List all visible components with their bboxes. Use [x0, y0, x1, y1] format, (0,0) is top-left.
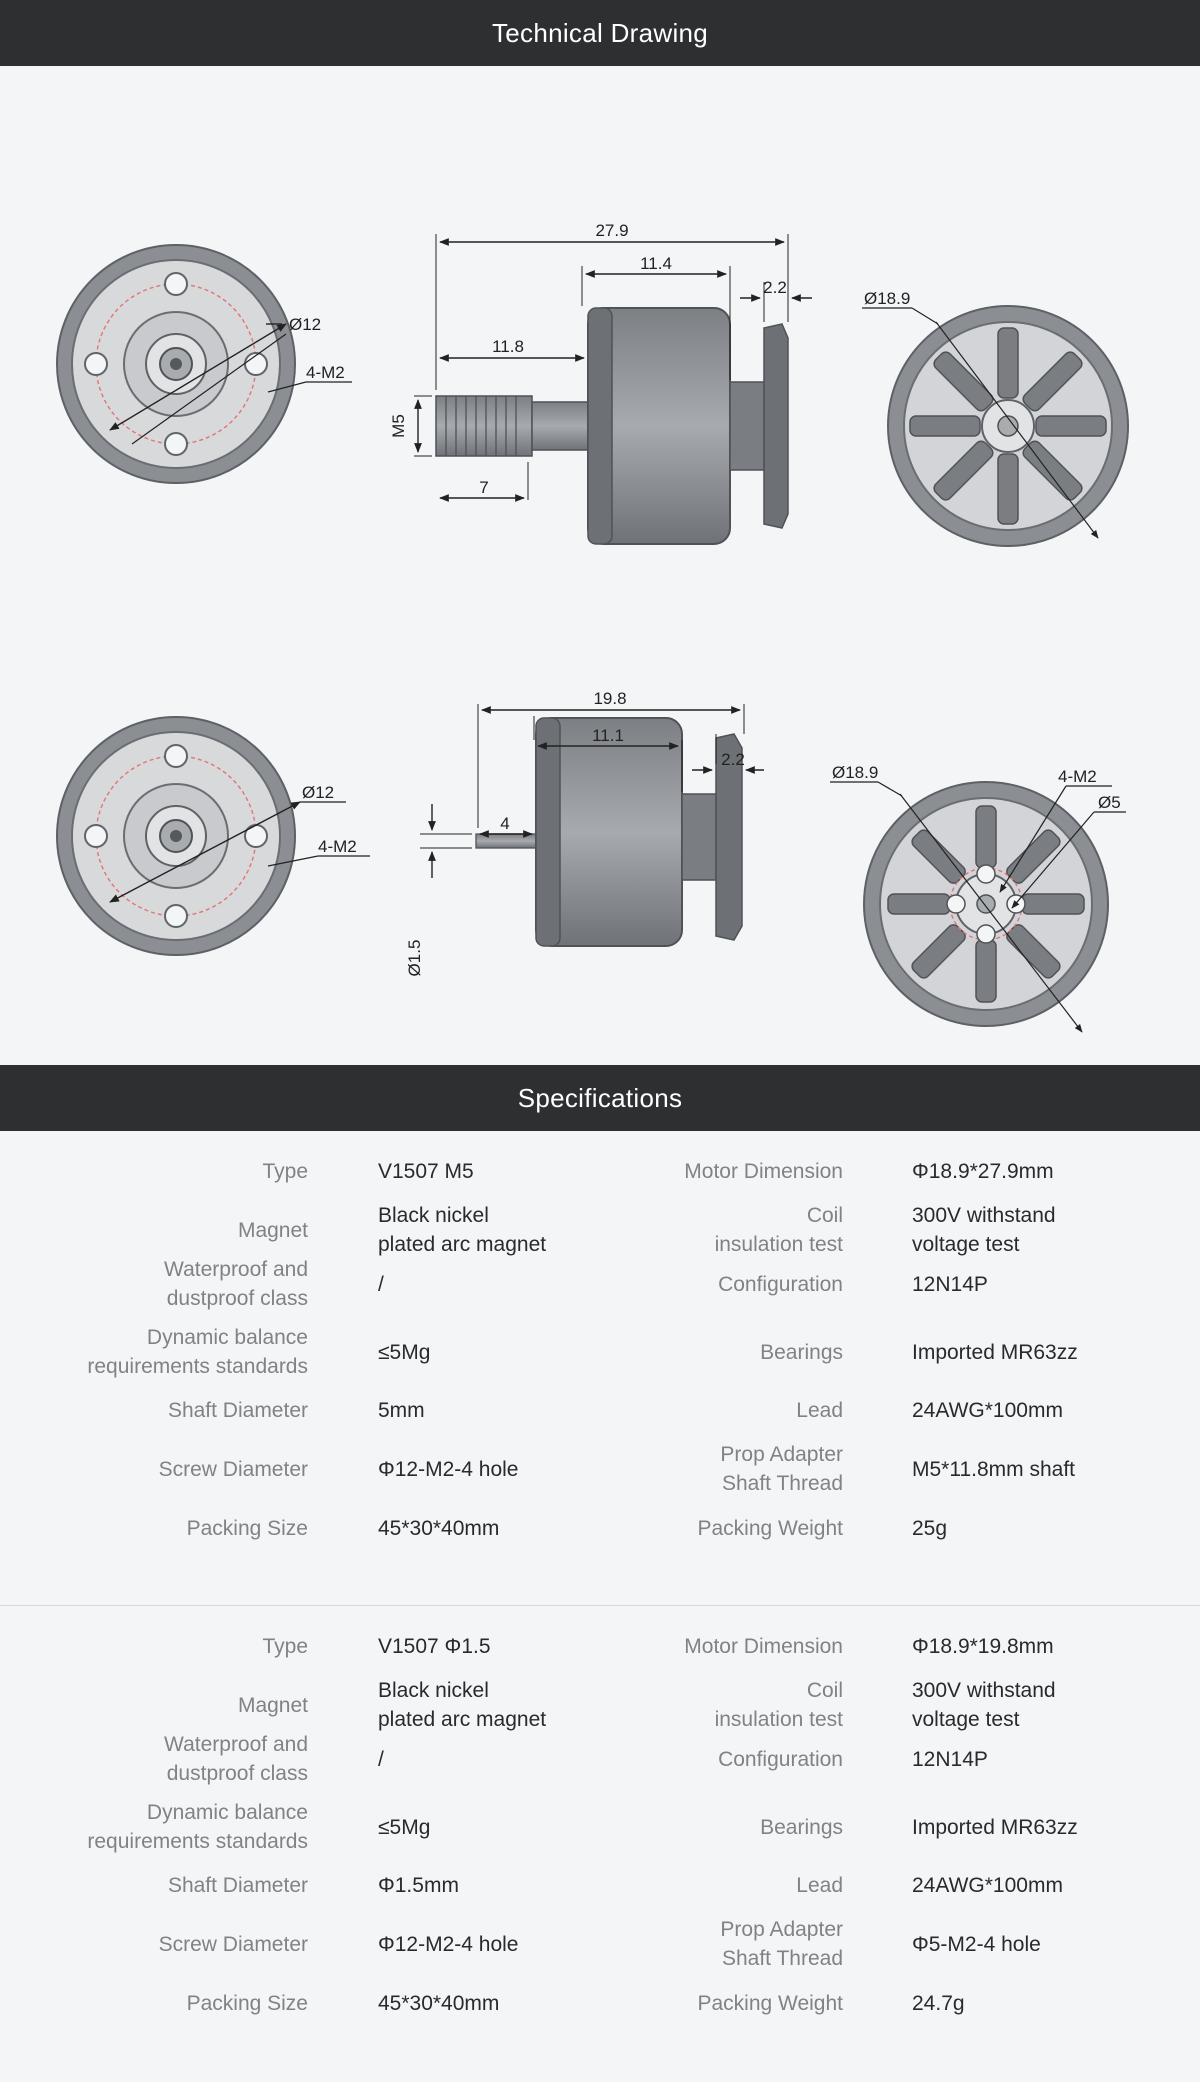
spec-label: Configuration [718, 1273, 843, 1296]
rear-top-dia-18-9: Ø18.9 [864, 289, 911, 308]
spec-value: 25g [912, 1517, 948, 1540]
spec-label: Waterproof and dustproof class [164, 1733, 308, 1785]
spec-label: Configuration [718, 1748, 843, 1771]
spec-value: ≤5Mg [378, 1816, 431, 1839]
spec-value: 300V withstand voltage test [912, 1679, 1056, 1731]
spec-label: Dynamic balance requirements standards [87, 1326, 308, 1378]
spec-value: Φ1.5mm [378, 1874, 459, 1897]
spec-label: Prop Adapter Shaft Thread [720, 1918, 843, 1970]
spec-label: Lead [796, 1874, 843, 1897]
spec-label: Shaft Diameter [167, 1874, 308, 1897]
side-bottom-length-19-8: 19.8 [593, 689, 627, 708]
rear-view-bottom [830, 763, 1126, 1032]
side-bottom-length-4: 4 [500, 814, 510, 833]
rear-view-top [862, 289, 1128, 546]
spec-label: Magnet [237, 1694, 308, 1717]
spec-label: Screw Diameter [158, 1933, 308, 1956]
front-bottom-m2-label: 4-M2 [318, 837, 357, 856]
technical-drawing-title: Technical Drawing [491, 17, 709, 48]
spec-value: / [378, 1748, 384, 1771]
spec-label: Packing Size [186, 1517, 308, 1540]
side-bottom-length-11-1: 11.1 [592, 726, 624, 745]
specifications-title: Specifications [517, 1082, 683, 1113]
front-view-bottom [57, 717, 370, 955]
spec-label: Lead [796, 1399, 843, 1422]
spec-value: 45*30*40mm [378, 1992, 500, 2015]
spec-value: 12N14P [912, 1273, 988, 1296]
spec-label: Type [262, 1160, 308, 1183]
spec-label: Dynamic balance requirements standards [87, 1801, 308, 1853]
spec-value: 45*30*40mm [378, 1517, 500, 1540]
spec-label: Packing Size [186, 1992, 308, 2015]
spec-value: 5mm [378, 1399, 425, 1422]
spec-value: Φ12-M2-4 hole [378, 1458, 519, 1481]
side-bottom-shaft-dia-1-5: Ø1.5 [405, 939, 424, 977]
side-bottom-length-2-2: 2.2 [721, 750, 745, 769]
spec-value: 24AWG*100mm [912, 1874, 1063, 1897]
spec-value: Φ18.9*27.9mm [912, 1160, 1054, 1183]
side-top-thread-m5: M5 [389, 414, 408, 438]
rear-bottom-m2-label: 4-M2 [1058, 767, 1097, 786]
spec-value: / [378, 1273, 384, 1296]
spec-value: M5*11.8mm shaft [912, 1458, 1076, 1481]
spec-label: Bearings [760, 1341, 843, 1364]
spec-label: Type [262, 1635, 308, 1658]
rear-bottom-dia-5: Ø5 [1098, 793, 1121, 812]
side-view-top [389, 221, 812, 544]
side-top-length-11-4: 11.4 [640, 254, 672, 273]
spec-label: Screw Diameter [158, 1458, 308, 1481]
spec-label: Bearings [760, 1816, 843, 1839]
front-view-top [57, 245, 352, 483]
spec-value: Φ12-M2-4 hole [378, 1933, 519, 1956]
spec-label: Magnet [237, 1219, 308, 1242]
spec-label: Coil insulation test [714, 1679, 843, 1731]
spec-value: Black nickel plated arc magnet [378, 1204, 547, 1256]
spec-label: Motor Dimension [684, 1160, 843, 1183]
side-top-length-11-8: 11.8 [492, 337, 524, 356]
spec-label: Motor Dimension [684, 1635, 843, 1658]
side-top-length-7: 7 [479, 478, 489, 497]
spec-value: ≤5Mg [378, 1341, 431, 1364]
specifications-header [0, 1065, 1200, 1131]
technical-drawing-header [0, 0, 1200, 66]
spec-value: 24.7g [912, 1992, 965, 2015]
front-bottom-dia-12-label: Ø12 [302, 783, 335, 802]
spec-table-phi-1-5 [0, 1606, 1200, 2080]
side-view-bottom [405, 689, 764, 976]
front-top-dia-12-label: Ø12 [289, 315, 322, 334]
spec-label: Packing Weight [697, 1992, 843, 2015]
spec-value: Imported MR63zz [912, 1816, 1078, 1839]
spec-value: Black nickel plated arc magnet [378, 1679, 547, 1731]
spec-label: Waterproof and dustproof class [164, 1258, 308, 1310]
front-top-m2-label: 4-M2 [306, 363, 345, 382]
spec-value: 300V withstand voltage test [912, 1204, 1056, 1256]
spec-value: 12N14P [912, 1748, 988, 1771]
rear-bottom-dia-18-9: Ø18.9 [832, 763, 879, 782]
technical-drawing-svg [0, 66, 1200, 1065]
spec-value: Φ18.9*19.8mm [912, 1635, 1054, 1658]
spec-table-m5 [0, 1131, 1200, 1605]
technical-drawing [0, 66, 1200, 1065]
side-top-length-27-9: 27.9 [595, 221, 629, 240]
spec-label: Shaft Diameter [167, 1399, 308, 1422]
spec-value: Imported MR63zz [912, 1341, 1078, 1364]
spec-label: Coil insulation test [714, 1204, 843, 1256]
spec-label: Packing Weight [697, 1517, 843, 1540]
spec-label: Prop Adapter Shaft Thread [720, 1443, 843, 1495]
side-top-length-2-2: 2.2 [763, 278, 787, 297]
spec-value: 24AWG*100mm [912, 1399, 1063, 1422]
spec-value: V1507 Φ1.5 [378, 1635, 491, 1658]
spec-value: V1507 M5 [378, 1160, 474, 1183]
specifications [0, 1131, 1200, 2080]
spec-value: Φ5-M2-4 hole [912, 1933, 1041, 1956]
